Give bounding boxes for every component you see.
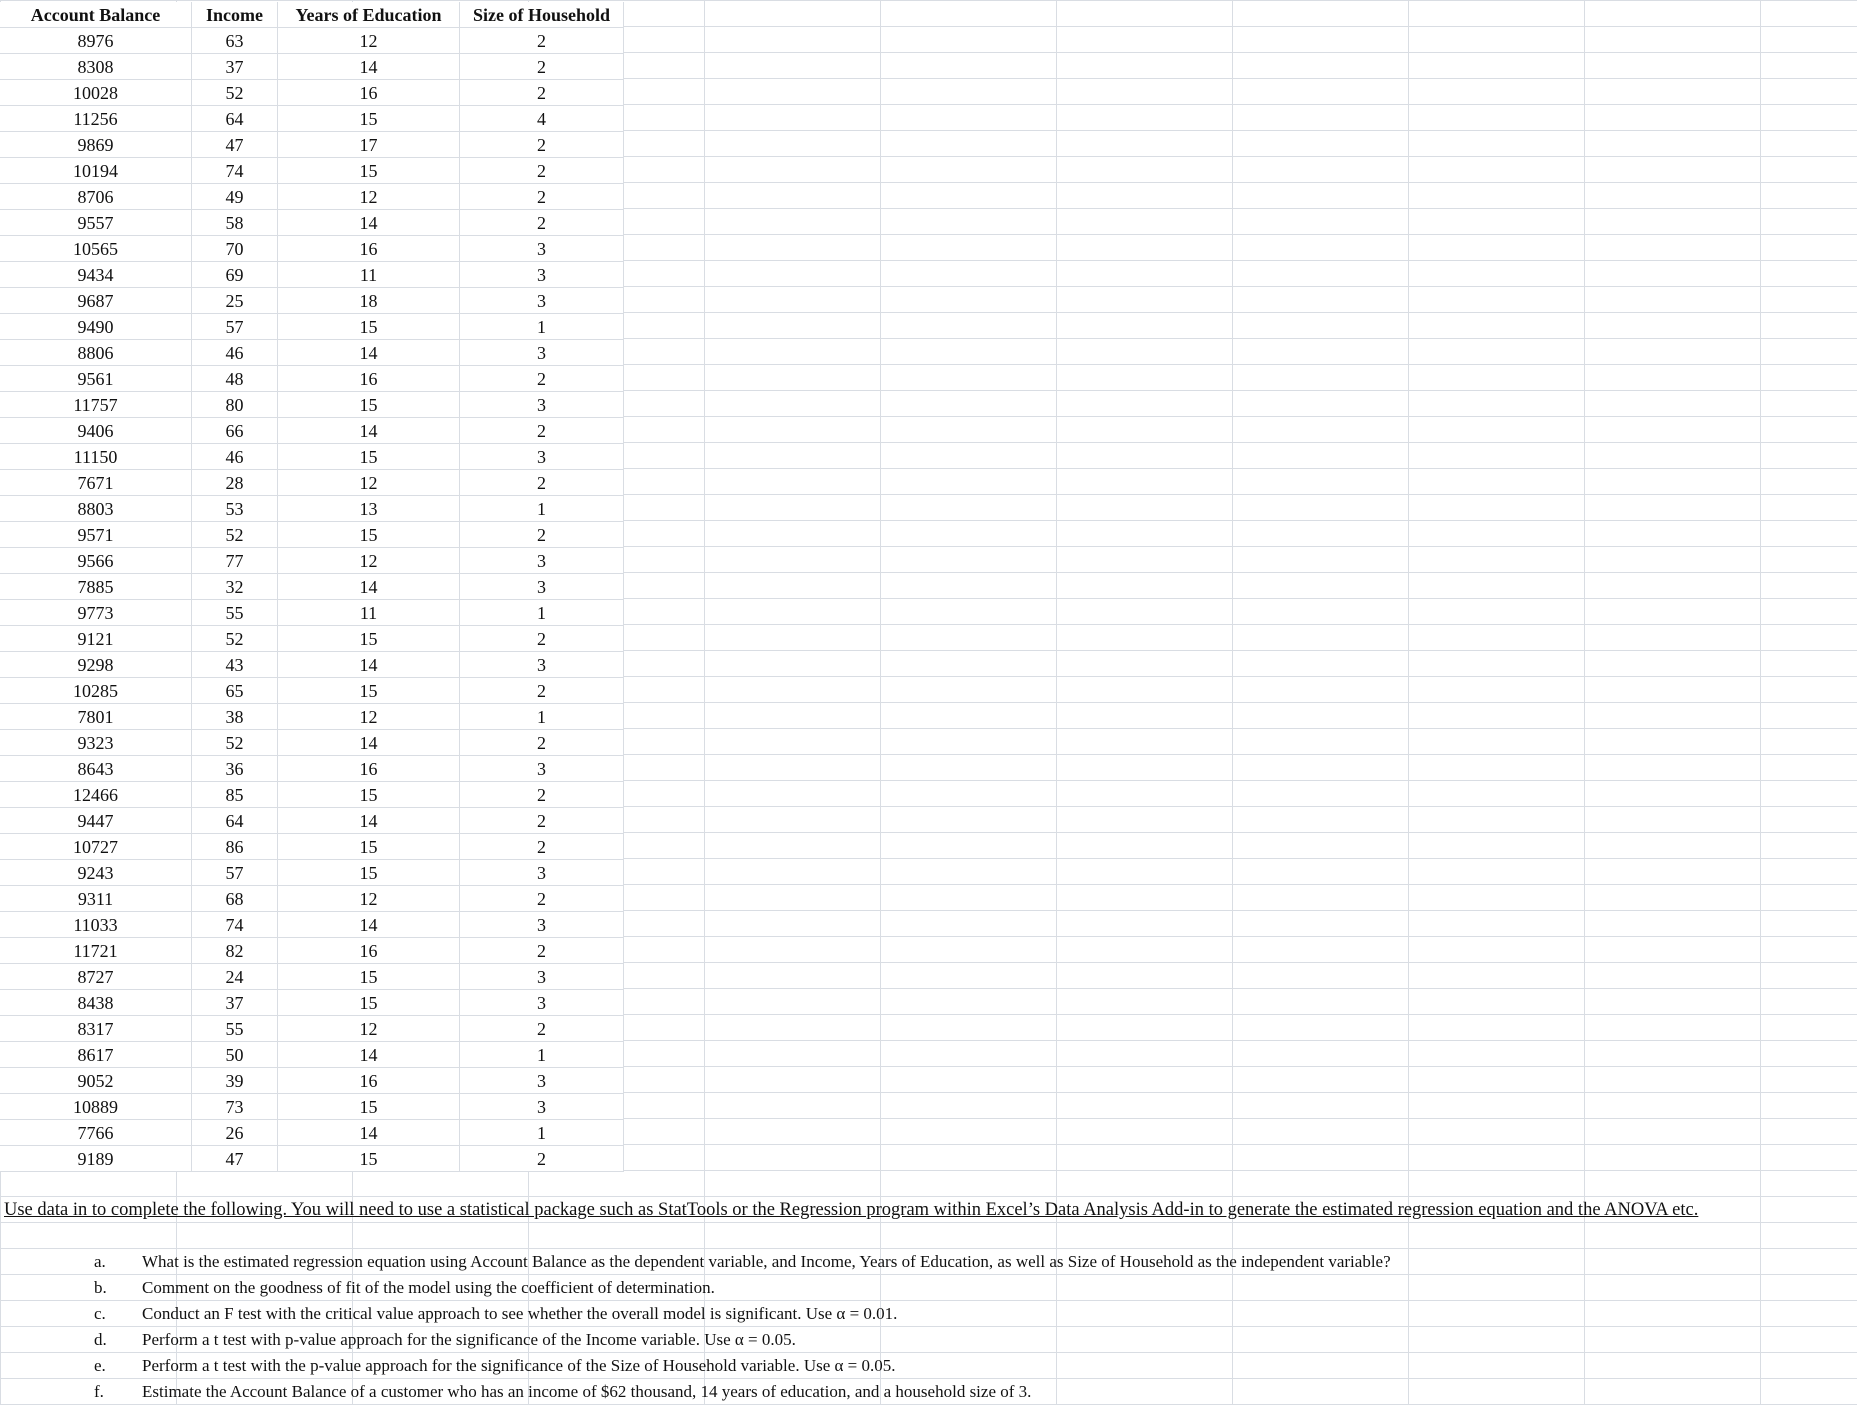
table-row bbox=[0, 548, 1857, 574]
table-row bbox=[0, 730, 1857, 756]
table-row bbox=[0, 418, 1857, 444]
household-size-cell[interactable]: 2 bbox=[460, 418, 624, 444]
household-size-cell[interactable]: 3 bbox=[460, 340, 624, 366]
income-cell[interactable]: 80 bbox=[192, 392, 278, 418]
household-size-cell[interactable]: 2 bbox=[460, 1146, 624, 1172]
account-balance-cell[interactable]: 9311 bbox=[0, 886, 192, 912]
household-size-cell[interactable]: 3 bbox=[460, 1094, 624, 1120]
income-cell[interactable]: 57 bbox=[192, 860, 278, 886]
account-balance-cell[interactable]: 9052 bbox=[0, 1068, 192, 1094]
table-row bbox=[0, 496, 1857, 522]
years-of-education-cell[interactable]: 11 bbox=[278, 600, 460, 626]
household-size-cell[interactable]: 2 bbox=[460, 886, 624, 912]
income-cell[interactable]: 77 bbox=[192, 548, 278, 574]
table-row bbox=[0, 314, 1857, 340]
table-row bbox=[0, 756, 1857, 782]
income-cell[interactable]: 74 bbox=[192, 158, 278, 184]
table-row bbox=[0, 54, 1857, 80]
years-of-education-cell[interactable]: 15 bbox=[278, 1094, 460, 1120]
question-item bbox=[0, 1379, 1857, 1405]
years-of-education-cell[interactable]: 16 bbox=[278, 366, 460, 392]
table-row bbox=[0, 1146, 1857, 1172]
income-cell[interactable]: 47 bbox=[192, 132, 278, 158]
years-of-education-cell[interactable]: 15 bbox=[278, 1146, 460, 1172]
income-cell[interactable]: 48 bbox=[192, 366, 278, 392]
household-size-cell[interactable]: 1 bbox=[460, 1120, 624, 1146]
income-cell[interactable]: 32 bbox=[192, 574, 278, 600]
table-row bbox=[0, 1120, 1857, 1146]
table-row bbox=[0, 392, 1857, 418]
table-row bbox=[0, 834, 1857, 860]
income-cell[interactable]: 25 bbox=[192, 288, 278, 314]
account-balance-cell[interactable]: 8617 bbox=[0, 1042, 192, 1068]
table-row bbox=[0, 652, 1857, 678]
account-balance-cell[interactable]: 8317 bbox=[0, 1016, 192, 1042]
household-size-cell[interactable]: 1 bbox=[460, 600, 624, 626]
question-item bbox=[0, 1327, 1857, 1353]
years-of-education-cell[interactable]: 12 bbox=[278, 184, 460, 210]
household-size-cell[interactable]: 2 bbox=[460, 808, 624, 834]
years-of-education-cell[interactable]: 15 bbox=[278, 834, 460, 860]
household-size-cell[interactable]: 2 bbox=[460, 678, 624, 704]
account-balance-cell[interactable]: 10028 bbox=[0, 80, 192, 106]
years-of-education-cell[interactable]: 15 bbox=[278, 678, 460, 704]
account-balance-cell[interactable]: 8438 bbox=[0, 990, 192, 1016]
years-of-education-cell[interactable]: 15 bbox=[278, 158, 460, 184]
income-cell[interactable]: 69 bbox=[192, 262, 278, 288]
household-size-cell[interactable]: 4 bbox=[460, 106, 624, 132]
income-cell[interactable]: 70 bbox=[192, 236, 278, 262]
years-of-education-cell[interactable]: 16 bbox=[278, 756, 460, 782]
income-cell[interactable]: 28 bbox=[192, 470, 278, 496]
account-balance-cell[interactable]: 8976 bbox=[0, 28, 192, 54]
income-cell[interactable]: 52 bbox=[192, 626, 278, 652]
account-balance-cell[interactable]: 10889 bbox=[0, 1094, 192, 1120]
income-cell[interactable]: 46 bbox=[192, 444, 278, 470]
income-cell[interactable]: 74 bbox=[192, 912, 278, 938]
income-cell[interactable]: 66 bbox=[192, 418, 278, 444]
table-row bbox=[0, 210, 1857, 236]
account-balance-cell[interactable]: 10727 bbox=[0, 834, 192, 860]
income-cell[interactable]: 64 bbox=[192, 106, 278, 132]
header-row bbox=[0, 2, 1857, 28]
years-of-education-cell[interactable]: 12 bbox=[278, 470, 460, 496]
household-size-cell[interactable]: 2 bbox=[460, 782, 624, 808]
table-row bbox=[0, 626, 1857, 652]
account-balance-cell[interactable]: 11150 bbox=[0, 444, 192, 470]
account-balance-cell[interactable]: 7671 bbox=[0, 470, 192, 496]
income-cell[interactable]: 58 bbox=[192, 210, 278, 236]
account-balance-cell[interactable]: 9434 bbox=[0, 262, 192, 288]
account-balance-cell[interactable]: 11757 bbox=[0, 392, 192, 418]
account-balance-cell[interactable]: 8727 bbox=[0, 964, 192, 990]
years-of-education-cell[interactable]: 14 bbox=[278, 808, 460, 834]
table-row bbox=[0, 990, 1857, 1016]
years-of-education-cell[interactable]: 18 bbox=[278, 288, 460, 314]
account-balance-cell[interactable]: 8803 bbox=[0, 496, 192, 522]
years-of-education-cell[interactable]: 14 bbox=[278, 730, 460, 756]
table-row bbox=[0, 1016, 1857, 1042]
years-of-education-cell[interactable]: 15 bbox=[278, 964, 460, 990]
household-size-cell[interactable]: 1 bbox=[460, 496, 624, 522]
instructions-text: Use data in to complete the following. You will need to use a statistical package such as StatTools or the Regression program within Excel’s Data Analysis Add-in to generate the estimated regression equation and the ANOVA etc. bbox=[4, 1200, 1699, 1220]
household-size-cell[interactable]: 3 bbox=[460, 236, 624, 262]
years-of-education-cell[interactable]: 12 bbox=[278, 704, 460, 730]
household-size-cell[interactable]: 3 bbox=[460, 1068, 624, 1094]
income-cell[interactable]: 73 bbox=[192, 1094, 278, 1120]
account-balance-cell[interactable]: 7766 bbox=[0, 1120, 192, 1146]
table-row bbox=[0, 1094, 1857, 1120]
household-size-cell[interactable]: 3 bbox=[460, 652, 624, 678]
account-balance-cell[interactable]: 9773 bbox=[0, 600, 192, 626]
years-of-education-cell[interactable]: 17 bbox=[278, 132, 460, 158]
question-text: What is the estimated regression equation using Account Balance as the dependent variable, and Income, Years of Education, as well as Size of Household as the independent variable? bbox=[142, 1252, 1391, 1271]
question-letter: d. bbox=[94, 1330, 107, 1349]
years-of-education-cell[interactable]: 12 bbox=[278, 548, 460, 574]
income-cell[interactable]: 49 bbox=[192, 184, 278, 210]
household-size-cell[interactable]: 3 bbox=[460, 912, 624, 938]
account-balance-cell[interactable]: 8706 bbox=[0, 184, 192, 210]
table-row bbox=[0, 678, 1857, 704]
income-cell[interactable]: 55 bbox=[192, 600, 278, 626]
account-balance-cell[interactable]: 10194 bbox=[0, 158, 192, 184]
account-balance-cell[interactable]: 9687 bbox=[0, 288, 192, 314]
years-of-education-cell[interactable]: 15 bbox=[278, 314, 460, 340]
household-size-cell[interactable]: 2 bbox=[460, 1016, 624, 1042]
table-row bbox=[0, 340, 1857, 366]
household-size-cell[interactable]: 2 bbox=[460, 80, 624, 106]
income-cell[interactable]: 53 bbox=[192, 496, 278, 522]
question-text: Conduct an F test with the critical value approach to see whether the overall model is significant. Use α = 0.01. bbox=[142, 1304, 898, 1323]
table-row bbox=[0, 704, 1857, 730]
income-cell[interactable]: 50 bbox=[192, 1042, 278, 1068]
income-cell[interactable]: 68 bbox=[192, 886, 278, 912]
account-balance-cell[interactable]: 11033 bbox=[0, 912, 192, 938]
account-balance-cell[interactable]: 9406 bbox=[0, 418, 192, 444]
years-of-education-cell[interactable]: 13 bbox=[278, 496, 460, 522]
household-size-cell[interactable]: 1 bbox=[460, 314, 624, 340]
table-row bbox=[0, 964, 1857, 990]
years-of-education-cell[interactable]: 15 bbox=[278, 626, 460, 652]
question-letter: a. bbox=[94, 1252, 106, 1271]
household-size-cell[interactable]: 3 bbox=[460, 574, 624, 600]
household-size-cell[interactable]: 2 bbox=[460, 158, 624, 184]
question-letter: f. bbox=[94, 1382, 104, 1401]
account-balance-cell[interactable]: 9561 bbox=[0, 366, 192, 392]
years-of-education-cell[interactable]: 14 bbox=[278, 418, 460, 444]
income-cell[interactable]: 52 bbox=[192, 730, 278, 756]
table-row bbox=[0, 912, 1857, 938]
account-balance-cell[interactable]: 9557 bbox=[0, 210, 192, 236]
household-size-cell[interactable]: 2 bbox=[460, 184, 624, 210]
income-cell[interactable]: 52 bbox=[192, 80, 278, 106]
table-row bbox=[0, 1068, 1857, 1094]
table-row bbox=[0, 1042, 1857, 1068]
table-row bbox=[0, 158, 1857, 184]
income-cell[interactable]: 57 bbox=[192, 314, 278, 340]
question-text: Estimate the Account Balance of a customer who has an income of $62 thousand, 14 years of education, and a household size of 3. bbox=[142, 1382, 1032, 1401]
income-cell[interactable]: 26 bbox=[192, 1120, 278, 1146]
table-row bbox=[0, 886, 1857, 912]
income-cell[interactable]: 36 bbox=[192, 756, 278, 782]
account-balance-cell[interactable]: 7885 bbox=[0, 574, 192, 600]
account-balance-cell[interactable]: 11256 bbox=[0, 106, 192, 132]
account-balance-cell[interactable]: 10565 bbox=[0, 236, 192, 262]
years-of-education-cell[interactable]: 14 bbox=[278, 340, 460, 366]
years-of-education-cell[interactable]: 15 bbox=[278, 392, 460, 418]
household-size-cell[interactable]: 2 bbox=[460, 730, 624, 756]
years-of-education-cell[interactable]: 15 bbox=[278, 860, 460, 886]
table-row bbox=[0, 470, 1857, 496]
years-of-education-cell[interactable]: 12 bbox=[278, 886, 460, 912]
household-size-cell[interactable]: 3 bbox=[460, 548, 624, 574]
account-balance-cell[interactable]: 9121 bbox=[0, 626, 192, 652]
account-balance-cell[interactable]: 9189 bbox=[0, 1146, 192, 1172]
income-cell[interactable]: 38 bbox=[192, 704, 278, 730]
income-cell[interactable]: 85 bbox=[192, 782, 278, 808]
years-of-education-cell[interactable]: 15 bbox=[278, 106, 460, 132]
years-of-education-cell[interactable]: 15 bbox=[278, 990, 460, 1016]
household-size-cell[interactable]: 2 bbox=[460, 470, 624, 496]
years-of-education-cell[interactable]: 16 bbox=[278, 236, 460, 262]
account-balance-cell[interactable]: 7801 bbox=[0, 704, 192, 730]
question-letter: e. bbox=[94, 1356, 106, 1375]
account-balance-cell[interactable]: 9298 bbox=[0, 652, 192, 678]
account-balance-cell[interactable]: 11721 bbox=[0, 938, 192, 964]
income-cell[interactable]: 37 bbox=[192, 990, 278, 1016]
household-size-cell[interactable]: 2 bbox=[460, 626, 624, 652]
years-of-education-cell[interactable]: 14 bbox=[278, 1042, 460, 1068]
question-item bbox=[0, 1249, 1857, 1275]
years-of-education-cell[interactable]: 11 bbox=[278, 262, 460, 288]
account-balance-cell[interactable]: 9447 bbox=[0, 808, 192, 834]
header-account-balance[interactable]: Account Balance bbox=[0, 2, 192, 28]
household-size-cell[interactable]: 2 bbox=[460, 28, 624, 54]
header-years-of-education[interactable]: Years of Education bbox=[278, 2, 460, 28]
years-of-education-cell[interactable]: 14 bbox=[278, 912, 460, 938]
household-size-cell[interactable]: 2 bbox=[460, 132, 624, 158]
question-text: Comment on the goodness of fit of the model using the coefficient of determination. bbox=[142, 1278, 715, 1297]
account-balance-cell[interactable]: 9566 bbox=[0, 548, 192, 574]
household-size-cell[interactable]: 3 bbox=[460, 756, 624, 782]
years-of-education-cell[interactable]: 16 bbox=[278, 938, 460, 964]
question-item bbox=[0, 1275, 1857, 1301]
years-of-education-cell[interactable]: 14 bbox=[278, 652, 460, 678]
table-row bbox=[0, 236, 1857, 262]
income-cell[interactable]: 37 bbox=[192, 54, 278, 80]
income-cell[interactable]: 47 bbox=[192, 1146, 278, 1172]
years-of-education-cell[interactable]: 14 bbox=[278, 1120, 460, 1146]
account-balance-cell[interactable]: 9571 bbox=[0, 522, 192, 548]
question-text: Perform a t test with p-value approach for the significance of the Income variable. Use α = 0.05. bbox=[142, 1330, 796, 1349]
table-row bbox=[0, 288, 1857, 314]
years-of-education-cell[interactable]: 12 bbox=[278, 1016, 460, 1042]
header-size-of-household[interactable]: Size of Household bbox=[460, 2, 624, 28]
question-letter: b. bbox=[94, 1278, 107, 1297]
years-of-education-cell[interactable]: 14 bbox=[278, 54, 460, 80]
account-balance-cell[interactable]: 12466 bbox=[0, 782, 192, 808]
household-size-cell[interactable]: 3 bbox=[460, 990, 624, 1016]
years-of-education-cell[interactable]: 15 bbox=[278, 522, 460, 548]
household-size-cell[interactable]: 2 bbox=[460, 54, 624, 80]
income-cell[interactable]: 86 bbox=[192, 834, 278, 860]
table-row bbox=[0, 574, 1857, 600]
household-size-cell[interactable]: 3 bbox=[460, 288, 624, 314]
table-row bbox=[0, 860, 1857, 886]
table-row bbox=[0, 366, 1857, 392]
table-row bbox=[0, 132, 1857, 158]
years-of-education-cell[interactable]: 15 bbox=[278, 782, 460, 808]
household-size-cell[interactable]: 2 bbox=[460, 834, 624, 860]
table-row bbox=[0, 444, 1857, 470]
table-row bbox=[0, 938, 1857, 964]
account-balance-cell[interactable]: 9869 bbox=[0, 132, 192, 158]
account-balance-cell[interactable]: 9323 bbox=[0, 730, 192, 756]
income-cell[interactable]: 55 bbox=[192, 1016, 278, 1042]
household-size-cell[interactable]: 1 bbox=[460, 1042, 624, 1068]
table-row bbox=[0, 80, 1857, 106]
household-size-cell[interactable]: 3 bbox=[460, 392, 624, 418]
income-cell[interactable]: 65 bbox=[192, 678, 278, 704]
income-cell[interactable]: 39 bbox=[192, 1068, 278, 1094]
header-income[interactable]: Income bbox=[192, 2, 278, 28]
household-size-cell[interactable]: 1 bbox=[460, 704, 624, 730]
household-size-cell[interactable]: 2 bbox=[460, 210, 624, 236]
question-letter: c. bbox=[94, 1304, 106, 1323]
income-cell[interactable]: 82 bbox=[192, 938, 278, 964]
table-row bbox=[0, 106, 1857, 132]
account-balance-cell[interactable]: 9490 bbox=[0, 314, 192, 340]
income-cell[interactable]: 52 bbox=[192, 522, 278, 548]
question-text: Perform a t test with the p-value approach for the significance of the Size of Household variable. Use α = 0.05. bbox=[142, 1356, 896, 1375]
table-row bbox=[0, 522, 1857, 548]
household-size-cell[interactable]: 3 bbox=[460, 860, 624, 886]
account-balance-cell[interactable]: 8308 bbox=[0, 54, 192, 80]
table-row bbox=[0, 600, 1857, 626]
table-row bbox=[0, 184, 1857, 210]
account-balance-cell[interactable]: 9243 bbox=[0, 860, 192, 886]
household-size-cell[interactable]: 2 bbox=[460, 366, 624, 392]
income-cell[interactable]: 63 bbox=[192, 28, 278, 54]
years-of-education-cell[interactable]: 14 bbox=[278, 574, 460, 600]
household-size-cell[interactable]: 3 bbox=[460, 964, 624, 990]
table-row bbox=[0, 262, 1857, 288]
years-of-education-cell[interactable]: 15 bbox=[278, 444, 460, 470]
table-row bbox=[0, 782, 1857, 808]
income-cell[interactable]: 46 bbox=[192, 340, 278, 366]
table-row bbox=[0, 28, 1857, 54]
income-cell[interactable]: 64 bbox=[192, 808, 278, 834]
years-of-education-cell[interactable]: 14 bbox=[278, 210, 460, 236]
years-of-education-cell[interactable]: 12 bbox=[278, 28, 460, 54]
household-size-cell[interactable]: 3 bbox=[460, 262, 624, 288]
years-of-education-cell[interactable]: 16 bbox=[278, 80, 460, 106]
question-item bbox=[0, 1301, 1857, 1327]
table-row bbox=[0, 808, 1857, 834]
household-size-cell[interactable]: 3 bbox=[460, 444, 624, 470]
years-of-education-cell[interactable]: 16 bbox=[278, 1068, 460, 1094]
household-size-cell[interactable]: 2 bbox=[460, 522, 624, 548]
income-cell[interactable]: 24 bbox=[192, 964, 278, 990]
household-size-cell[interactable]: 2 bbox=[460, 938, 624, 964]
question-item bbox=[0, 1353, 1857, 1379]
account-balance-cell[interactable]: 8806 bbox=[0, 340, 192, 366]
income-cell[interactable]: 43 bbox=[192, 652, 278, 678]
account-balance-cell[interactable]: 10285 bbox=[0, 678, 192, 704]
account-balance-cell[interactable]: 8643 bbox=[0, 756, 192, 782]
